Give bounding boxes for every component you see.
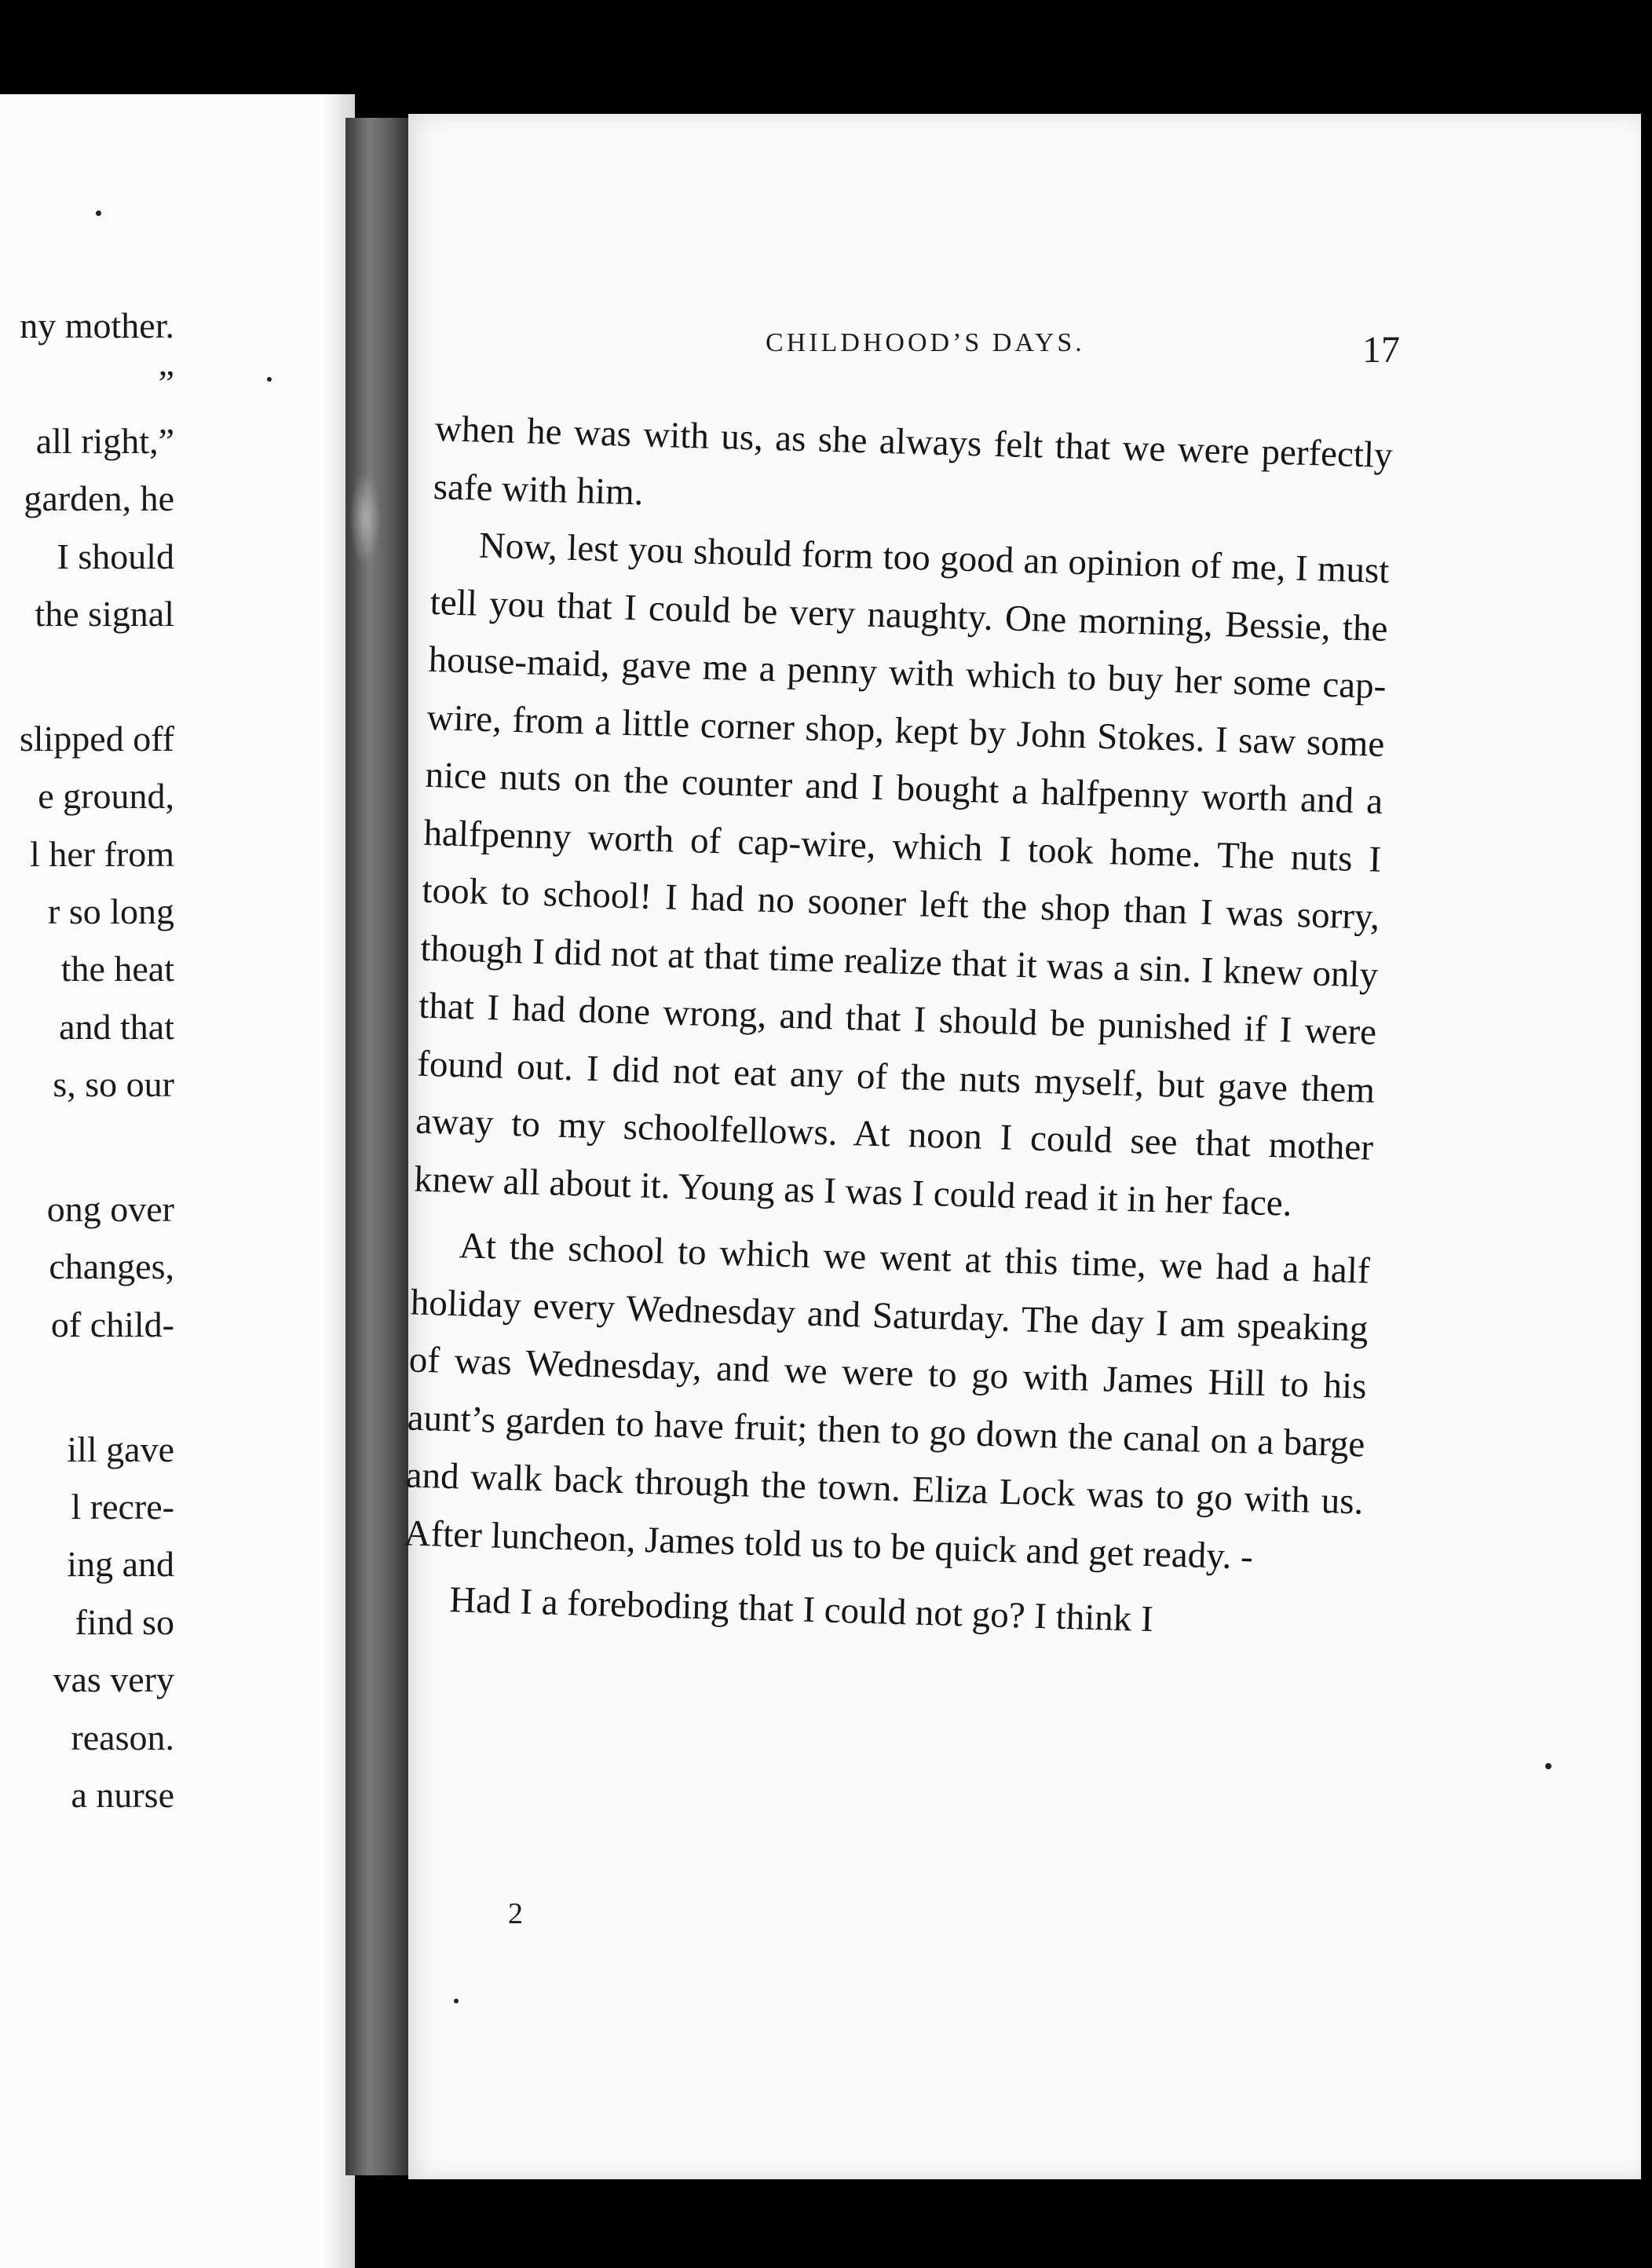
dust-speck — [454, 1999, 459, 2003]
signature-mark: 2 — [508, 1897, 523, 1930]
left-page-line: changes, — [49, 1246, 174, 1287]
left-page-line: s, so our — [53, 1064, 174, 1105]
gutter-stain — [349, 471, 381, 565]
left-page-line: l her from — [30, 833, 174, 874]
left-page-line: and that — [59, 1006, 174, 1047]
left-page-line: r so long — [48, 891, 174, 931]
left-page-line: ong over — [46, 1189, 174, 1229]
running-head: CHILDHOOD’S DAYS. — [766, 328, 1085, 357]
left-page-line: l recre- — [71, 1487, 174, 1527]
left-page-line: I should — [57, 536, 174, 576]
left-page-line: e ground, — [38, 776, 174, 817]
left-page-line: ny mother. — [20, 305, 174, 346]
paragraph-naughty: Now, lest you should form too good an opinion of me, I must tell you that I could be very naughty. One morning, Bessie, the house-maid, gave me a penny with which to buy her some cap-wire, from a little corner shop, kept by John Stokes. I saw some nice nuts on the counter and I bought a halfpenny worth and a halfpenny worth of cap-wire, which I took home. The nuts I took to school! I had no sooner left the shop than I was sorry, though I did not at that time realize that it was a sin. I knew only that I had done wrong, and that I should be punished if I were found out. I did not eat any of the nuts myself, but gave them away to my schoolfellows. At noon I could see that mother knew all about it. Young as I was I could read it in her face. — [413, 525, 1391, 1224]
left-page-line: ” — [158, 363, 174, 404]
left-facing-page — [0, 94, 355, 2268]
left-page-line: reason. — [71, 1717, 174, 1758]
left-page-line: find so — [75, 1601, 174, 1642]
left-page-line: garden, he — [24, 478, 174, 519]
body-text — [401, 401, 1393, 1655]
left-page-line: all right,” — [35, 420, 174, 461]
page-number: 17 — [1362, 329, 1400, 371]
left-page-line: slipped off — [19, 718, 174, 759]
left-page-line: the signal — [35, 594, 174, 634]
paragraph-continuation: when he was with us, as she always felt that we were perfectly safe with him. — [433, 408, 1394, 513]
dust-speck — [267, 377, 272, 382]
left-page-line: a nurse — [71, 1775, 174, 1815]
left-page-line: ill gave — [67, 1428, 174, 1469]
dust-speck — [96, 210, 101, 216]
left-page-line: ing and — [67, 1544, 174, 1585]
left-page-line: of child- — [50, 1304, 174, 1344]
left-page-line: vas very — [53, 1659, 174, 1700]
left-page-line: the heat — [60, 949, 174, 990]
dust-speck — [1545, 1763, 1551, 1769]
paragraph-half-holiday: At the school to which we went at this time, we had a half holiday every Wednesday and Saturday. The day I am speaking of was Wednesday, and we were to go with James Hill to his aunt’s garden to have fruit; then to go down the canal on a barge and walk back through the town. Eliza Lock was to go with us. After luncheon, James told us to be quick and get ready. - — [403, 1225, 1371, 1578]
paragraph-foreboding: Had I a foreboding that I could not go? I think I — [448, 1579, 1154, 1641]
